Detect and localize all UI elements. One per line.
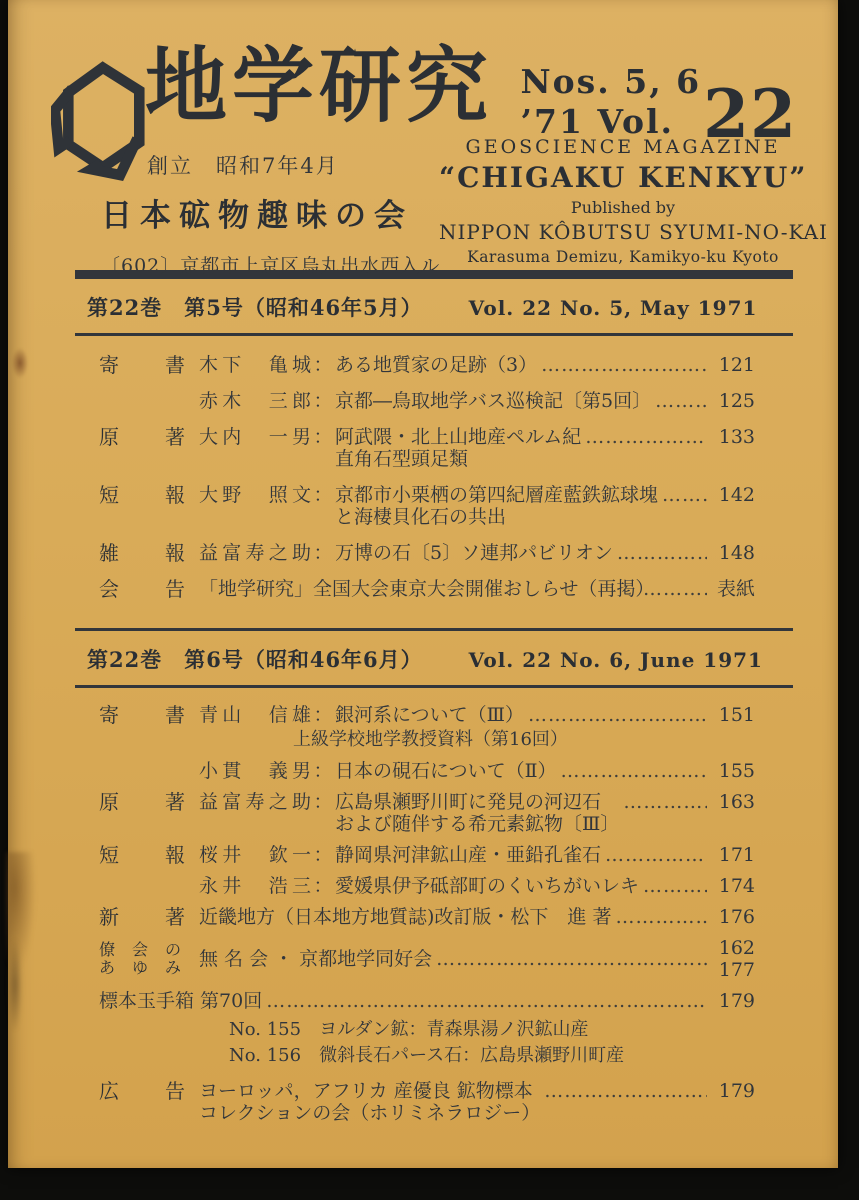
- toc-page-number: 171: [718, 844, 755, 866]
- toc-category: 寄 書: [99, 353, 185, 377]
- toc-page-number: 177: [718, 959, 755, 981]
- toc-title-line: 京都市小栗栖の第四紀層産藍鉄鉱球塊: [335, 484, 659, 506]
- toc-page-numbers: [711, 937, 755, 981]
- toc-entry-line: [335, 760, 755, 782]
- issue-section-no5: [75, 279, 793, 628]
- toc-entry-line: [199, 1080, 755, 1124]
- dot-leader: [617, 542, 707, 564]
- dot-leader: [561, 760, 707, 782]
- toc-page-number: 151: [718, 704, 755, 726]
- dot-leader: [436, 948, 707, 970]
- issue-heading-jp: 第22巻 第5号（昭和46年5月）: [87, 295, 423, 320]
- toc-page-numbers: [711, 760, 755, 782]
- toc-entry: [199, 937, 755, 981]
- toc-page-numbers: [711, 1080, 755, 1102]
- toc-page-number: 179: [718, 1080, 755, 1102]
- toc-title: [199, 578, 655, 600]
- founded-date: 創立 昭和7年4月: [147, 154, 339, 178]
- toc-entry: [335, 844, 755, 866]
- toc-title: [335, 760, 557, 782]
- toc-title-line: 万博の石〔5〕ソ連邦パビリオン: [335, 542, 613, 564]
- toc-entry: [199, 906, 755, 928]
- toc-category: 雑 報: [99, 541, 185, 565]
- toc-title: [335, 704, 524, 726]
- toc-title: [335, 875, 639, 897]
- toc-title: [199, 948, 432, 970]
- toc-entry-line: [335, 354, 755, 376]
- dot-leader: [541, 354, 707, 376]
- dot-leader: [662, 484, 707, 506]
- toc-category-line: あ ゆ み: [99, 958, 181, 977]
- toc-row: [99, 937, 755, 981]
- toc-page-numbers: [711, 390, 755, 412]
- toc-category: [99, 941, 199, 977]
- dot-leader: [266, 990, 707, 1012]
- toc-entry: [99, 990, 755, 1071]
- toc-page-numbers: [711, 484, 755, 506]
- toc-category: 短 報: [99, 843, 185, 867]
- toc-row: [99, 390, 755, 412]
- toc-page-number: 162: [718, 937, 755, 959]
- toc-title: [335, 484, 658, 528]
- toc-page-numbers: [711, 542, 755, 564]
- toc-page-numbers: [711, 990, 755, 1012]
- toc-title-line: 愛媛県伊予砥部町のくいちがいレキ: [335, 875, 640, 897]
- toc-entry: [335, 760, 755, 782]
- toc-page-number: 179: [718, 990, 755, 1012]
- toc-entry: [335, 875, 755, 897]
- toc-entry: [199, 1080, 755, 1124]
- toc-page-numbers: [711, 578, 755, 600]
- toc-subitems: [229, 1017, 755, 1069]
- toc-page-number: 142: [718, 484, 755, 506]
- year-vol-label: ’71 Vol.: [520, 102, 675, 141]
- magazine-title-jp: 地学研究: [145, 38, 494, 134]
- toc-row: [99, 578, 755, 600]
- society-name-jp: 日本砿物趣味の会: [101, 198, 413, 234]
- toc-row: [99, 875, 755, 897]
- toc-author: 小貫 義男: [199, 760, 311, 782]
- toc-row: [99, 760, 755, 782]
- masthead: [75, 0, 828, 277]
- toc-title: [335, 390, 651, 412]
- toc-row: [99, 1080, 755, 1124]
- publisher-name-en: NIPPON KÔBUTSU SYUMI-NO-KAI: [439, 220, 828, 244]
- toc-page-number: 155: [718, 760, 755, 782]
- toc-row: [99, 844, 755, 866]
- toc-entry: [335, 542, 755, 564]
- toc-entry: [199, 578, 755, 600]
- toc-page-number: 148: [718, 542, 755, 564]
- toc-colon: ：: [313, 875, 333, 897]
- published-by-label: Published by: [570, 198, 676, 217]
- toc-author: 大野 照文: [199, 484, 311, 506]
- toc-subitem: No. 156 微斜長石パース石：広島県瀬野川町産: [229, 1045, 625, 1066]
- dot-leader: [643, 578, 707, 600]
- toc-row: [99, 791, 755, 835]
- address-jp: 〔602〕京都市上京区烏丸出水西入ル: [101, 255, 441, 277]
- toc-page-numbers: [711, 791, 755, 813]
- toc-entry-line: [199, 578, 755, 600]
- dot-leader: [528, 704, 707, 726]
- issue-heading-en: Vol. 22 No. 6, June 1971: [468, 648, 763, 672]
- toc-entry-line: [199, 906, 755, 928]
- toc-row: [99, 704, 755, 751]
- toc-entry-line: [199, 937, 755, 981]
- toc-colon: ：: [313, 542, 333, 564]
- toc-title-line: ヨーロッパ，アフリカ 産優良 鉱物標本: [199, 1080, 533, 1102]
- toc-title: [335, 426, 581, 470]
- toc-row: [99, 542, 755, 564]
- toc-colon: ：: [313, 791, 333, 813]
- dot-leader: [544, 1080, 707, 1102]
- toc-row: [99, 990, 755, 1071]
- toc-title-line: 日本の硯石について（Ⅱ）: [335, 760, 557, 782]
- toc-author: 益富寿之助: [199, 791, 311, 813]
- toc-title-line: 静岡県河津鉱山産・亜鉛孔雀石: [335, 844, 602, 866]
- publisher-en-block: [439, 136, 828, 266]
- toc-title-line: 京都―鳥取地学バス巡検記〔第5回〕: [335, 390, 652, 412]
- dot-leader: [605, 844, 707, 866]
- toc-title-line: 阿武隈・北上山地産ペルム紀: [335, 426, 582, 448]
- toc-entry-line: [335, 875, 755, 897]
- toc-author: 木下 亀城: [199, 354, 311, 376]
- toc-category: 新 著: [99, 905, 185, 929]
- dot-leader: [585, 426, 707, 448]
- dot-leader: [655, 390, 707, 412]
- dot-leader: [623, 791, 707, 813]
- toc-page-numbers: [711, 426, 755, 448]
- toc-colon: ：: [313, 390, 333, 412]
- issue-heading: [75, 279, 793, 336]
- toc-title-line: および随伴する希元素鉱物〔Ⅲ〕: [335, 813, 620, 835]
- toc-title-line: 無 名 会 ・ 京都地学同好会: [199, 948, 433, 970]
- magazine-subtitle-en: GEOSCIENCE MAGAZINE: [465, 136, 781, 158]
- toc-page-numbers: [711, 844, 755, 866]
- toc-title-line: 標本玉手箱 第70回: [99, 990, 263, 1012]
- toc-colon: ：: [313, 704, 333, 726]
- toc-page-numbers: [711, 906, 755, 928]
- toc-list-no5: [75, 336, 793, 628]
- toc-page-number: 133: [718, 426, 755, 448]
- magazine-title-en: “CHIGAKU KENKYU”: [439, 161, 808, 194]
- toc-author: 永井 浩三: [199, 875, 311, 897]
- toc-page-number: 174: [718, 875, 755, 897]
- toc-entry: [335, 484, 755, 528]
- toc-title: [335, 791, 619, 835]
- toc-colon: ：: [313, 760, 333, 782]
- scan-stain: [6, 852, 36, 972]
- toc-entry: [335, 791, 755, 835]
- toc-entry-line: [335, 542, 755, 564]
- issue-numbers: Nos. 5, 6: [520, 62, 702, 101]
- toc-category: 短 報: [99, 483, 185, 507]
- toc-page-numbers: [711, 875, 755, 897]
- toc-entry-line: [335, 426, 755, 470]
- issue-heading-en: Vol. 22 No. 5, May 1971: [468, 296, 758, 320]
- toc-title-line: 近畿地方（日本地方地質誌)改訂版・松下 進 著: [199, 906, 612, 928]
- toc-list-no6: [75, 688, 793, 1147]
- toc-colon: ：: [313, 426, 333, 448]
- toc-entry-line: [99, 990, 755, 1012]
- toc-row: [99, 906, 755, 928]
- toc-page-number: 176: [718, 906, 755, 928]
- toc-page-numbers: [711, 704, 755, 726]
- toc-title-line: 「地学研究」全国大会東京大会開催おしらせ（再掲）: [199, 578, 655, 600]
- toc-title: [99, 990, 262, 1012]
- toc-title: [335, 354, 537, 376]
- toc-page-numbers: [711, 354, 755, 376]
- toc-author: 青山 信雄: [199, 704, 311, 726]
- toc-category: 原 著: [99, 790, 185, 814]
- toc-title-line: 直角石型頭足類: [335, 448, 469, 470]
- toc-entry: [335, 390, 755, 412]
- toc-page-number: 125: [718, 390, 755, 412]
- toc-subitem: No. 155 ヨルダン鉱：青森県湯ノ沢鉱山産: [229, 1019, 589, 1040]
- toc-entry: [335, 354, 755, 376]
- toc-row: [99, 354, 755, 376]
- toc-colon: ：: [313, 354, 333, 376]
- address-en: Karasuma Demizu, Kamikyo-ku Kyoto: [467, 248, 779, 266]
- toc-colon: ：: [313, 844, 333, 866]
- toc-category-line: 僚 会 の: [99, 940, 181, 959]
- toc-entry-line: [335, 390, 755, 412]
- toc-category: 寄 書: [99, 703, 185, 727]
- volume-number: 22: [703, 74, 797, 153]
- toc-page-number: 163: [718, 791, 755, 813]
- toc-author: 益富寿之助: [199, 542, 311, 564]
- toc-category: 原 著: [99, 425, 185, 449]
- toc-entry: [293, 704, 755, 751]
- issue-section-no6: [75, 628, 793, 1147]
- toc-author: 赤木 三郎: [199, 390, 311, 412]
- toc-title-line: 銀河系について（Ⅲ）: [335, 704, 524, 726]
- toc-row: [99, 426, 755, 470]
- toc-row: [99, 484, 755, 528]
- toc-category: 広 告: [99, 1079, 185, 1103]
- toc-entry: [335, 426, 755, 470]
- toc-colon: ：: [313, 484, 333, 506]
- toc-title: [199, 1080, 540, 1124]
- scan-stain: [12, 348, 28, 378]
- toc-author: 桜井 欽一: [199, 844, 311, 866]
- toc-title-line: 広島県瀬野川町に発見の河辺石: [335, 791, 602, 813]
- issue-heading: [75, 628, 793, 688]
- toc-page-number: 121: [718, 354, 755, 376]
- toc-title-line: ある地質家の足跡（3）: [335, 354, 538, 376]
- scan-stain: [8, 940, 22, 1030]
- toc-author: 大内 一男: [199, 426, 311, 448]
- toc-page-number: 表紙: [716, 578, 755, 600]
- toc-entry-line: [335, 704, 755, 726]
- issue-heading-jp: 第22巻 第6号（昭和46年6月）: [87, 647, 423, 672]
- dot-leader: [643, 875, 707, 897]
- toc-title-line: コレクションの会（ホリミネラロジー）: [199, 1102, 541, 1124]
- scanned-page: [8, 0, 838, 1168]
- toc-subtitle: 上級学校地学教授資料（第16回）: [293, 729, 568, 750]
- toc-category: 会 告: [99, 577, 185, 601]
- toc-entry-line: [335, 844, 755, 866]
- toc-title: [199, 906, 611, 928]
- toc-title-line: と海棲貝化石の共出: [335, 506, 507, 528]
- toc-entry-line: [335, 791, 755, 835]
- dot-leader: [615, 906, 707, 928]
- publisher-jp-block: [101, 150, 440, 278]
- toc-entry-line: [335, 484, 755, 528]
- toc-title: [335, 542, 613, 564]
- toc-title: [335, 844, 601, 866]
